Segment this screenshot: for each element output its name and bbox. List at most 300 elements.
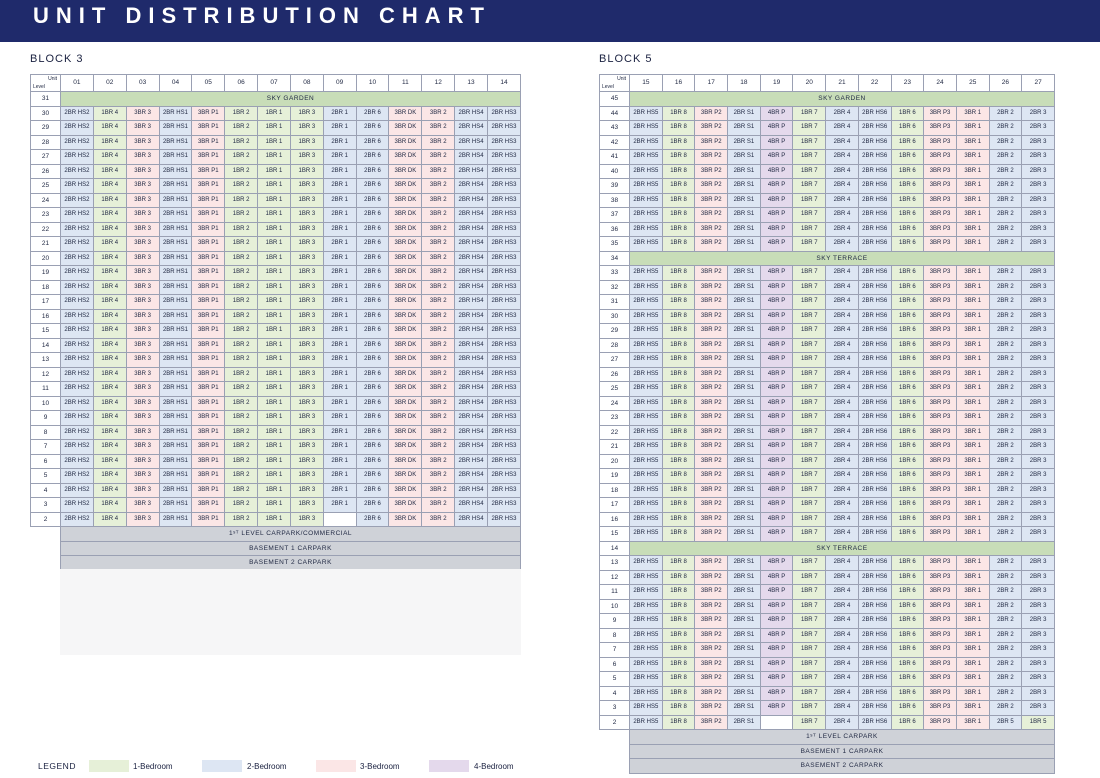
unit-cell: 2BR 4 [826,266,859,281]
unit-cell: 2BR HS1 [159,469,192,484]
unit-cell: 2BR 5 [989,715,1022,730]
unit-cell: 3BR DK [389,121,422,136]
unit-cell: 2BR 1 [323,106,356,121]
unit-cell: 2BR S1 [728,396,761,411]
unit-cell: 2BR HS2 [61,193,94,208]
unit-cell: 1BR 4 [93,179,126,194]
unit-cell: 3BR P2 [695,411,728,426]
unit-cell: 2BR HS2 [61,222,94,237]
unit-cell: 2BR S1 [728,382,761,397]
unit-cell: 2BR S1 [728,222,761,237]
unit-cell: 3BR P2 [695,309,728,324]
top-band-row [31,92,521,107]
unit-cell: 2BR 3 [1022,672,1055,687]
unit-cell: 1BR 1 [258,338,291,353]
unit-cell: 1BR 2 [225,193,258,208]
unit-cell: 2BR 6 [356,135,389,150]
unit-cell: 2BR HS5 [630,512,663,527]
unit-cell: 3BR P3 [924,411,957,426]
unit-cell: 3BR 1 [956,628,989,643]
unit-cell: 3BR DK [389,295,422,310]
unit-cell: 3BR 2 [422,411,455,426]
unit-cell: 2BR 4 [826,570,859,585]
unit-cell: 1BR 6 [891,657,924,672]
unit-cell: 4BR P [760,672,793,687]
unit-cell: 1BR 4 [93,382,126,397]
unit-cell: 1BR 3 [290,309,323,324]
level-row [600,338,1055,353]
unit-cell: 1BR 4 [93,193,126,208]
unit-cell: 1BR 4 [93,280,126,295]
corner-level-label: Level [33,84,45,90]
unit-cell: 1BR 6 [891,324,924,339]
unit-cell: 2BR HS5 [630,382,663,397]
unit-cell: 3BR 1 [956,570,989,585]
unit-cell: 1BR 6 [891,295,924,310]
unit-cell: 2BR HS1 [159,382,192,397]
unit-cell: 2BR 1 [323,121,356,136]
unit-cell: 3BR P2 [695,469,728,484]
unit-cell: 2BR 4 [826,150,859,165]
level-row [600,498,1055,513]
unit-cell: 2BR 4 [826,353,859,368]
unit-cell: 1BR 1 [258,469,291,484]
unit-cell: 2BR HS3 [487,324,520,339]
unit-cell: 3BR P2 [695,556,728,571]
unit-cell: 2BR 1 [323,396,356,411]
unit-cell: 3BR P3 [924,701,957,716]
unit-cell: 1BR 7 [793,686,826,701]
sky-terrace-band: SKY TERRACE [630,251,1055,266]
unit-cell: 2BR HS4 [455,396,488,411]
unit-cell: 2BR 3 [1022,527,1055,542]
unit-cell: 1BR 6 [891,164,924,179]
unit-cell: 2BR S1 [728,106,761,121]
level-row [600,556,1055,571]
unit-cell: 3BR 2 [422,454,455,469]
unit-cell: 2BR 4 [826,701,859,716]
unit-cell: 1BR 4 [93,425,126,440]
unit-cell: 1BR 6 [891,280,924,295]
unit-cell: 3BR DK [389,353,422,368]
level-row [600,628,1055,643]
unit-cell: 3BR 3 [126,266,159,281]
level-number: 13 [31,353,61,368]
unit-cell: 3BR P1 [192,469,225,484]
unit-cell: 3BR 1 [956,715,989,730]
unit-cell: 2BR 4 [826,338,859,353]
unit-cell: 3BR P1 [192,382,225,397]
unit-cell: 1BR 3 [290,251,323,266]
unit-cell: 1BR 8 [662,266,695,281]
unit-cell: 2BR 4 [826,106,859,121]
unit-header: 05 [192,75,225,92]
unit-cell: 2BR HS5 [630,469,663,484]
unit-cell: 1BR 6 [891,353,924,368]
unit-cell: 2BR HS1 [159,353,192,368]
unit-cell: 1BR 4 [93,396,126,411]
unit-cell: 1BR 3 [290,237,323,252]
unit-cell: 4BR P [760,512,793,527]
carpark-band: 1ˢᵀ LEVEL CARPARK/COMMERCIAL [61,527,521,542]
unit-cell: 2BR S1 [728,657,761,672]
unit-cell: 1BR 4 [93,338,126,353]
unit-cell: 3BR 1 [956,324,989,339]
unit-cell: 2BR 1 [323,150,356,165]
unit-cell: 3BR 1 [956,353,989,368]
unit-cell: 2BR 6 [356,251,389,266]
unit-cell: 3BR 2 [422,338,455,353]
unit-cell: 2BR HS5 [630,266,663,281]
unit-cell: 1BR 7 [793,280,826,295]
unit-cell: 1BR 8 [662,193,695,208]
unit-cell: 2BR 2 [989,164,1022,179]
unit-cell: 2BR 4 [826,324,859,339]
unit-cell: 2BR HS5 [630,715,663,730]
unit-cell: 2BR 2 [989,498,1022,513]
unit-cell: 1BR 4 [93,164,126,179]
unit-cell: 2BR HS2 [61,251,94,266]
unit-cell: 2BR 2 [989,208,1022,223]
unit-cell: 1BR 7 [793,454,826,469]
unit-cell: 1BR 1 [258,208,291,223]
unit-cell: 1BR 4 [93,237,126,252]
unit-cell: 1BR 3 [290,121,323,136]
unit-cell: 2BR 2 [989,150,1022,165]
unit-cell: 2BR HS6 [858,150,891,165]
level-number: 11 [600,585,630,600]
unit-cell: 3BR 2 [422,193,455,208]
unit-cell: 3BR 3 [126,425,159,440]
unit-cell: 2BR HS1 [159,411,192,426]
level-number: 39 [600,179,630,194]
unit-cell: 1BR 3 [290,193,323,208]
unit-cell: 3BR P2 [695,715,728,730]
level-number: 43 [600,121,630,136]
level-row [31,208,521,223]
unit-cell: 2BR HS5 [630,570,663,585]
unit-cell: 2BR HS1 [159,324,192,339]
unit-cell: 2BR HS2 [61,440,94,455]
unit-cell: 2BR HS6 [858,411,891,426]
unit-cell: 2BR 4 [826,440,859,455]
unit-cell: 3BR P3 [924,440,957,455]
unit-cell: 1BR 6 [891,512,924,527]
unit-cell: 4BR P [760,701,793,716]
unit-cell: 2BR 2 [989,338,1022,353]
level-row [600,309,1055,324]
unit-header: 25 [956,75,989,92]
unit-cell: 3BR P1 [192,150,225,165]
unit-cell: 2BR 6 [356,295,389,310]
unit-cell: 2BR 6 [356,121,389,136]
unit-cell: 3BR 3 [126,193,159,208]
unit-header: 21 [826,75,859,92]
unit-cell: 2BR 2 [989,280,1022,295]
legend [0,758,1100,776]
unit-cell: 2BR S1 [728,440,761,455]
unit-cell: 1BR 2 [225,237,258,252]
unit-cell: 2BR 6 [356,193,389,208]
unit-cell: 3BR P1 [192,121,225,136]
unit-cell: 1BR 3 [290,512,323,527]
legend-swatch-3br [316,760,356,772]
unit-cell: 3BR DK [389,367,422,382]
unit-cell: 3BR 2 [422,295,455,310]
level-row [600,527,1055,542]
unit-cell: 2BR HS2 [61,237,94,252]
level-row [600,280,1055,295]
unit-cell: 2BR HS4 [455,440,488,455]
unit-cell: 3BR P1 [192,135,225,150]
unit-header: 23 [891,75,924,92]
unit-header: 08 [290,75,323,92]
unit-cell: 1BR 2 [225,469,258,484]
unit-cell: 1BR 1 [258,396,291,411]
unit-cell: 2BR HS5 [630,193,663,208]
unit-cell: 1BR 6 [891,483,924,498]
unit-cell: 3BR 2 [422,121,455,136]
unit-cell: 1BR 2 [225,440,258,455]
unit-cell: 2BR HS2 [61,338,94,353]
unit-cell: 2BR 1 [323,353,356,368]
unit-cell: 2BR HS1 [159,295,192,310]
unit-cell: 2BR HS6 [858,585,891,600]
unit-cell: 3BR P1 [192,411,225,426]
unit-cell: 1BR 3 [290,135,323,150]
unit-cell: 1BR 6 [891,309,924,324]
unit-cell: 2BR 3 [1022,367,1055,382]
unit-cell: 2BR S1 [728,643,761,658]
unit-cell: 1BR 1 [258,411,291,426]
unit-cell: 3BR 2 [422,324,455,339]
unit-header: 15 [630,75,663,92]
unit-cell: 3BR P3 [924,715,957,730]
unit-cell: 2BR 4 [826,135,859,150]
unit-cell: 2BR HS5 [630,498,663,513]
unit-cell: 1BR 7 [793,193,826,208]
level-row [31,193,521,208]
unit-cell: 1BR 8 [662,425,695,440]
unit-cell: 4BR P [760,498,793,513]
unit-header: 02 [93,75,126,92]
unit-cell: 4BR P [760,440,793,455]
level-row [31,396,521,411]
unit-cell: 3BR 2 [422,498,455,513]
unit-cell: 3BR P3 [924,324,957,339]
unit-cell: 2BR 4 [826,556,859,571]
unit-cell: 2BR S1 [728,614,761,629]
unit-cell: 2BR HS1 [159,338,192,353]
unit-cell: 2BR 6 [356,425,389,440]
unit-cell: 3BR 1 [956,295,989,310]
unit-cell: 2BR HS5 [630,222,663,237]
unit-cell: 2BR S1 [728,150,761,165]
level-number: 31 [600,295,630,310]
unit-cell: 1BR 8 [662,324,695,339]
level-number: 10 [600,599,630,614]
unit-cell: 1BR 8 [662,367,695,382]
unit-cell: 1BR 1 [258,483,291,498]
unit-cell: 1BR 6 [891,222,924,237]
unit-cell: 2BR 1 [323,251,356,266]
unit-cell: 3BR P3 [924,382,957,397]
unit-cell: 2BR 6 [356,324,389,339]
unit-cell: 2BR HS5 [630,396,663,411]
unit-cell: 2BR HS5 [630,208,663,223]
level-row [600,251,1055,266]
unit-cell: 2BR S1 [728,309,761,324]
unit-cell: 2BR HS1 [159,106,192,121]
unit-header: 04 [159,75,192,92]
level-row [31,179,521,194]
unit-cell: 3BR P3 [924,280,957,295]
unit-cell: 2BR HS6 [858,164,891,179]
unit-cell: 3BR 1 [956,280,989,295]
unit-cell: 3BR 3 [126,498,159,513]
unit-cell: 2BR HS1 [159,512,192,527]
header-row [31,75,521,92]
unit-cell: 2BR 2 [989,556,1022,571]
unit-cell: 1BR 7 [793,309,826,324]
unit-cell: 4BR P [760,266,793,281]
unit-cell: 3BR 2 [422,266,455,281]
unit-cell: 3BR P2 [695,193,728,208]
level-row [31,106,521,121]
unit-cell: 2BR 4 [826,498,859,513]
unit-header: 16 [662,75,695,92]
unit-cell: 4BR P [760,585,793,600]
unit-cell: 2BR 2 [989,599,1022,614]
unit-cell: 3BR 3 [126,295,159,310]
level-number: 17 [31,295,61,310]
level-number: 36 [600,222,630,237]
unit-cell: 3BR 1 [956,266,989,281]
unit-cell: 1BR 4 [93,150,126,165]
unit-cell: 3BR 1 [956,614,989,629]
level-row [31,324,521,339]
unit-cell: 3BR 1 [956,585,989,600]
unit-cell: 3BR DK [389,338,422,353]
level-number: 45 [600,92,630,107]
level-number: 24 [600,396,630,411]
unit-cell: 3BR P1 [192,251,225,266]
unit-cell: 2BR 1 [323,425,356,440]
unit-cell: 1BR 6 [891,440,924,455]
level-row [31,121,521,136]
unit-cell: 1BR 8 [662,556,695,571]
page-title: UNIT DISTRIBUTION CHART [33,3,491,28]
unit-cell: 3BR 1 [956,106,989,121]
unit-cell: 1BR 2 [225,425,258,440]
unit-cell: 2BR S1 [728,193,761,208]
unit-cell: 2BR 2 [989,411,1022,426]
level-number: 8 [31,425,61,440]
unit-cell: 2BR 6 [356,280,389,295]
level-row [600,396,1055,411]
unit-cell: 2BR 3 [1022,164,1055,179]
unit-cell: 2BR 3 [1022,208,1055,223]
unit-cell: 2BR S1 [728,672,761,687]
unit-cell: 2BR 4 [826,222,859,237]
unit-cell: 2BR S1 [728,237,761,252]
unit-cell: 2BR HS6 [858,686,891,701]
unit-cell: 3BR 2 [422,469,455,484]
unit-cell: 2BR 4 [826,483,859,498]
unit-cell: 1BR 1 [258,222,291,237]
unit-cell: 2BR HS4 [455,179,488,194]
unit-cell: 1BR 7 [793,324,826,339]
unit-cell: 2BR 6 [356,396,389,411]
unit-cell: 1BR 6 [891,208,924,223]
unit-cell: 3BR DK [389,498,422,513]
unit-cell: 3BR P2 [695,266,728,281]
unit-cell: 3BR 3 [126,179,159,194]
unit-cell: 3BR 2 [422,164,455,179]
unit-cell: 1BR 4 [93,512,126,527]
level-row [600,686,1055,701]
unit-cell: 2BR HS2 [61,135,94,150]
level-number: 25 [31,179,61,194]
unit-cell: 1BR 8 [662,498,695,513]
unit-cell: 2BR 1 [323,222,356,237]
unit-cell: 2BR HS5 [630,338,663,353]
unit-cell: 1BR 8 [662,483,695,498]
unit-cell: 2BR HS6 [858,193,891,208]
legend-swatch-1br [89,760,129,772]
unit-cell: 1BR 3 [290,367,323,382]
unit-cell: 2BR 6 [356,454,389,469]
unit-cell: 2BR 3 [1022,701,1055,716]
unit-cell: 3BR 1 [956,164,989,179]
unit-cell: 2BR HS3 [487,251,520,266]
unit-cell: 3BR P2 [695,222,728,237]
unit-cell: 2BR 2 [989,701,1022,716]
unit-cell: 1BR 4 [93,411,126,426]
unit-cell: 1BR 7 [793,382,826,397]
block-3-title: BLOCK 3 [30,53,84,65]
unit-cell: 4BR P [760,135,793,150]
unit-cell: 1BR 4 [93,309,126,324]
unit-cell: 1BR 7 [793,614,826,629]
unit-cell: 2BR 2 [989,396,1022,411]
unit-cell: 2BR S1 [728,556,761,571]
legend-label-3br: 3-Bedroom [360,762,400,771]
unit-cell: 3BR P2 [695,382,728,397]
unit-cell: 2BR S1 [728,411,761,426]
level-number: 30 [31,106,61,121]
unit-cell: 2BR HS1 [159,498,192,513]
unit-cell: 3BR 3 [126,411,159,426]
unit-cell: 2BR 1 [323,280,356,295]
unit-cell: 1BR 4 [93,353,126,368]
unit-cell: 3BR 1 [956,309,989,324]
carpark-band: BASEMENT 2 CARPARK [61,556,521,571]
unit-cell: 1BR 6 [891,614,924,629]
unit-cell: 3BR P1 [192,106,225,121]
unit-cell: 2BR 3 [1022,338,1055,353]
unit-cell: 2BR HS2 [61,483,94,498]
unit-cell: 3BR DK [389,266,422,281]
unit-cell: 2BR 6 [356,382,389,397]
unit-cell: 1BR 6 [891,628,924,643]
unit-cell: 2BR 6 [356,150,389,165]
unit-cell: 1BR 2 [225,498,258,513]
unit-cell: 3BR P3 [924,469,957,484]
level-number: 5 [600,672,630,687]
unit-cell: 3BR DK [389,440,422,455]
unit-cell: 2BR S1 [728,469,761,484]
